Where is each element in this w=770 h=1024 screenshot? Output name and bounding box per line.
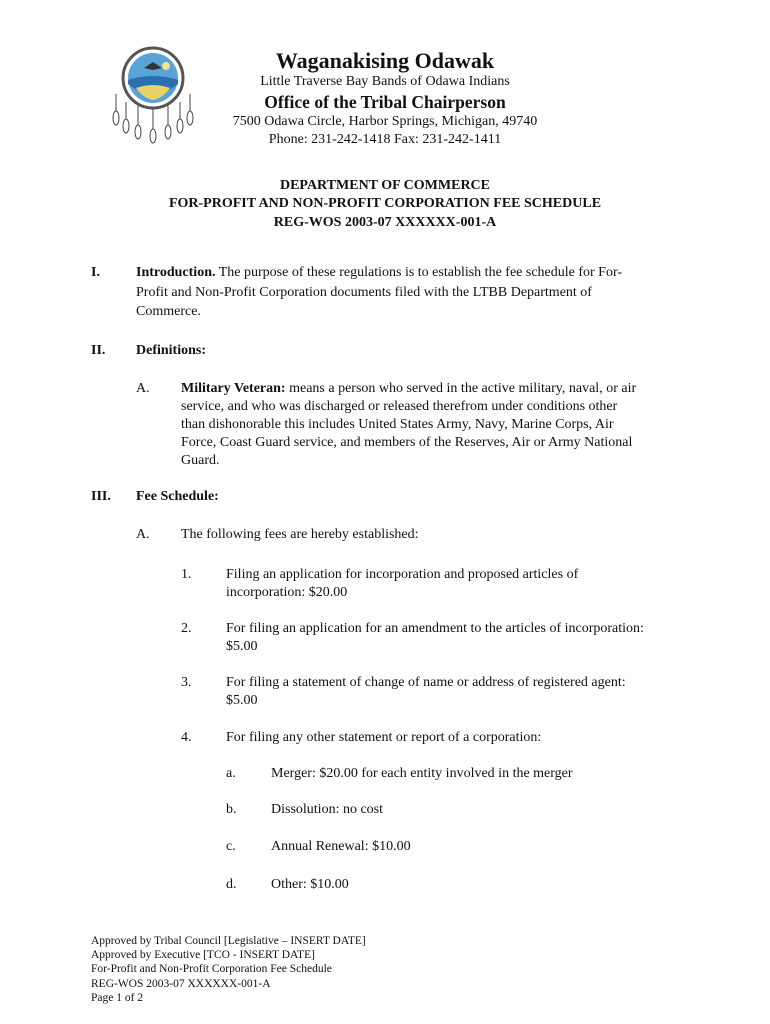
section-title: Definitions:	[136, 343, 206, 358]
doc-heading-regulation: REG-WOS 2003-07 XXXXXX-001-A	[273, 215, 497, 230]
footer-page-number: Page 1 of 2	[91, 992, 144, 1004]
sublist-item-label: b.	[226, 802, 237, 817]
section-title: Introduction.	[136, 265, 216, 280]
list-item-text: For filing an application for an amendment to the articles of incorporation:	[226, 621, 644, 636]
list-item-text: For filing any other statement or report of a corporation:	[226, 730, 542, 745]
list-item-text: $5.00	[226, 639, 258, 654]
definition-text: means a person who served in the active military, naval, or air	[285, 381, 637, 396]
sublist-item-label: c.	[226, 839, 236, 854]
section-intro-line	[136, 264, 622, 282]
section-number: III.	[91, 489, 111, 504]
definition-text: service, and who was discharged or released therefrom under conditions other	[181, 399, 618, 414]
definition-text: than dishonorable this includes United States Army, Navy, Marine Corps, Air	[181, 417, 614, 432]
list-item-text: For filing a statement of change of name or address of registered agent:	[226, 675, 626, 690]
sublist-item-label: d.	[226, 877, 237, 892]
sublist-item-text: Other: $10.00	[271, 877, 349, 892]
section-number: II.	[91, 343, 106, 358]
footer-document-title: For-Profit and Non-Profit Corporation Fee Schedule	[91, 963, 332, 975]
doc-heading-department: DEPARTMENT OF COMMERCE	[279, 178, 491, 193]
sublist-item-text: Annual Renewal: $10.00	[271, 839, 411, 854]
sublist-item-label: a.	[226, 766, 236, 781]
definition-text: Guard.	[181, 453, 220, 468]
letterhead-office: Office of the Tribal Chairperson	[264, 92, 506, 112]
letterhead-address: 7500 Odawa Circle, Harbor Springs, Michigan, 49740	[232, 114, 538, 129]
footer-approval-executive: Approved by Executive [TCO - INSERT DATE]	[91, 949, 315, 961]
letterhead-subtitle: Little Traverse Bay Bands of Odawa Indians	[260, 74, 510, 89]
letterhead-title: Waganakising Odawak	[275, 48, 495, 73]
footer-regulation-number: REG-WOS 2003-07 XXXXXX-001-A	[91, 978, 271, 990]
section-title: Fee Schedule:	[136, 489, 219, 504]
list-item-number: 1.	[181, 567, 192, 582]
section-number: I.	[91, 265, 100, 280]
subsection-label: A.	[136, 527, 150, 542]
section-text: Profit and Non-Profit Corporation documents filed with the LTBB Department of	[136, 285, 592, 300]
definition-line	[181, 380, 636, 398]
list-item-number: 4.	[181, 730, 192, 745]
section-text: Commerce.	[136, 304, 201, 319]
subsection-text: The following fees are hereby established:	[181, 527, 419, 542]
section-text: The purpose of these regulations is to establish the fee schedule for For-	[215, 265, 623, 280]
footer-approval-council: Approved by Tribal Council [Legislative – INSERT DATE]	[91, 935, 366, 947]
sublist-item-text: Dissolution: no cost	[271, 802, 384, 817]
subsection-label: A.	[136, 381, 150, 396]
list-item-number: 2.	[181, 621, 192, 636]
definition-term: Military Veteran:	[181, 381, 286, 396]
letterhead-phone: Phone: 231-242-1418 Fax: 231-242-1411	[268, 132, 502, 147]
sublist-item-text: Merger: $20.00 for each entity involved in the merger	[271, 766, 573, 781]
definition-text: Force, Coast Guard service, and members of the Reserves, Air or Army National	[181, 435, 633, 450]
list-item-text: $5.00	[226, 693, 258, 708]
list-item-text: incorporation: $20.00	[226, 585, 348, 600]
doc-heading-title: FOR-PROFIT AND NON-PROFIT CORPORATION FEE SCHEDULE	[168, 196, 602, 211]
list-item-text: Filing an application for incorporation and proposed articles of	[226, 567, 579, 582]
list-item-number: 3.	[181, 675, 192, 690]
